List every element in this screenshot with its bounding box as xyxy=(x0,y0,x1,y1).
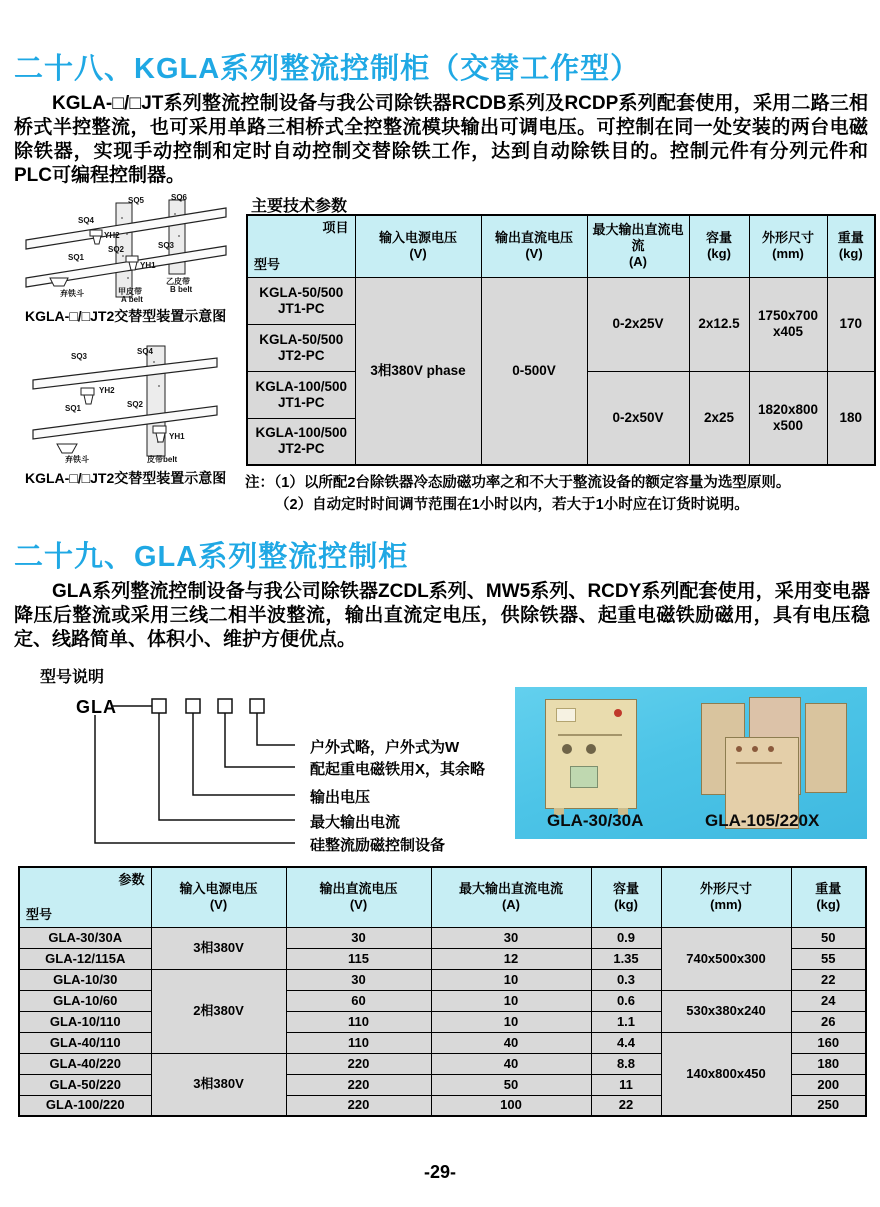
dimensions-cell: 740x500x300 xyxy=(661,927,791,990)
schematic-1-caption: KGLA-□/□JT2交替型装置示意图 xyxy=(25,308,227,324)
header-text: 容量 xyxy=(612,881,639,897)
dimensions-cell xyxy=(749,371,827,465)
sq5-label: SQ5 xyxy=(128,196,145,205)
model-cell: GLA-10/30 xyxy=(19,969,151,990)
yh2-label: YH2 xyxy=(104,231,120,240)
header-text: 重量 xyxy=(837,230,864,246)
max-current-cell: 0-2x25V xyxy=(587,277,689,371)
sq4-label: SQ4 xyxy=(78,216,95,225)
weight-cell: 160 xyxy=(791,1032,866,1053)
belt-label: 皮带 xyxy=(147,455,163,464)
capacity-cell: 8.8 xyxy=(591,1053,661,1074)
tech-params-title: 主要技术参数 xyxy=(251,198,348,215)
weight-cell: 26 xyxy=(791,1011,866,1032)
max-current-cell: 0-2x50V xyxy=(587,371,689,465)
kgla-jt2-schematic-2 xyxy=(25,342,225,464)
model-line1: KGLA-100/500 xyxy=(255,425,348,441)
dim-line1: 1820x800 xyxy=(757,401,819,417)
corner-top-label: 项目 xyxy=(322,220,349,235)
weight-cell: 200 xyxy=(791,1074,866,1095)
schematic-2-caption: KGLA-□/□JT2交替型装置示意图 xyxy=(25,470,227,486)
cabinet-detail xyxy=(736,762,782,764)
yh1-label: YH1 xyxy=(140,261,156,270)
table-row xyxy=(247,277,875,324)
header-unit: (kg) xyxy=(614,897,638,913)
capacity-cell: 22 xyxy=(591,1095,661,1116)
input-voltage-cell: 3相380V phase xyxy=(355,277,481,465)
dimensions-cell: 530x380x240 xyxy=(661,990,791,1032)
output-voltage-cell: 220 xyxy=(286,1074,431,1095)
col-header-weight xyxy=(827,215,875,277)
header-unit: (V) xyxy=(209,897,228,913)
yh1-label: YH1 xyxy=(169,432,185,441)
header-unit: (mm) xyxy=(710,897,742,913)
sq4-label: SQ4 xyxy=(137,347,154,356)
yh2-label: YH2 xyxy=(99,386,115,395)
capacity-cell: 11 xyxy=(591,1074,661,1095)
cabinet-photo-gla-30 xyxy=(545,699,637,809)
dim-line1: 1750x700 xyxy=(757,308,819,323)
header-text: 容量 xyxy=(705,230,732,246)
weight-cell: 180 xyxy=(791,1053,866,1074)
cabinet-meter xyxy=(570,766,598,788)
model-cell xyxy=(247,418,355,465)
col-header-dimensions xyxy=(749,215,827,277)
dimensions-cell xyxy=(749,277,827,371)
model-digit-meaning-current: 最大输出电流 xyxy=(310,814,401,831)
header-text: 外形尺寸 xyxy=(761,230,814,246)
col-header-input-voltage xyxy=(355,215,481,277)
kgla-jt2-schematic-1 xyxy=(20,193,232,304)
model-digit-meaning-magnet: 配起重电磁铁用X，其余略 xyxy=(310,761,486,778)
table-row xyxy=(19,1032,866,1053)
header-unit: (mm) xyxy=(772,246,804,262)
header-unit: (kg) xyxy=(816,897,841,913)
model-line1: KGLA-100/500 xyxy=(255,378,348,394)
cabinet-knob xyxy=(736,746,742,752)
model-cell xyxy=(247,371,355,418)
col-header-max-current xyxy=(431,867,591,927)
model-cell: GLA-50/220 xyxy=(19,1074,151,1095)
input-voltage-cell: 2相380V xyxy=(151,969,286,1053)
max-current-cell: 40 xyxy=(431,1032,591,1053)
model-prefix-meaning: 硅整流励磁控制设备 xyxy=(310,837,446,854)
weight-cell: 24 xyxy=(791,990,866,1011)
sq2-label: SQ2 xyxy=(127,400,144,409)
model-cell: GLA-100/220 xyxy=(19,1095,151,1116)
cabinet-knob xyxy=(768,746,774,752)
model-line1: KGLA-50/500 xyxy=(259,284,344,300)
header-text: 输出直流电压 xyxy=(319,881,398,897)
model-key-title: 型号说明 xyxy=(40,669,105,686)
belt-en-label: belt xyxy=(163,455,178,464)
corner-bottom-label: 型号 xyxy=(254,256,281,272)
page-number: -29- xyxy=(423,1162,456,1182)
output-voltage-cell: 110 xyxy=(286,1032,431,1053)
header-unit: (kg) xyxy=(838,246,863,262)
product-photo-panel xyxy=(515,687,867,839)
weight-cell: 170 xyxy=(827,277,875,371)
cabinet-photo-back-right xyxy=(805,703,847,793)
output-voltage-cell: 115 xyxy=(286,948,431,969)
header-text: 外形尺寸 xyxy=(699,881,752,897)
header-text: 最大输出直流电流 xyxy=(592,222,684,254)
note-line-1: 注：（1）以所配2台除铁器冷态励磁功率之和不大于整流设备的额定容量为选型原则。 xyxy=(245,475,791,491)
weight-cell: 180 xyxy=(827,371,875,465)
capacity-cell: 1.1 xyxy=(591,1011,661,1032)
model-line2: JT1-PC xyxy=(277,300,325,316)
dim-line2: x405 xyxy=(772,324,804,339)
output-voltage-cell: 30 xyxy=(286,969,431,990)
output-voltage-cell: 0-500V xyxy=(481,277,587,465)
model-digit-meaning-voltage: 输出电压 xyxy=(310,789,371,806)
model-cell xyxy=(247,277,355,324)
capacity-cell: 0.9 xyxy=(591,927,661,948)
max-current-cell: 100 xyxy=(431,1095,591,1116)
header-unit: (A) xyxy=(501,897,521,913)
header-unit: (A) xyxy=(628,254,648,270)
header-unit: (V) xyxy=(349,897,368,913)
input-voltage-cell: 3相380V xyxy=(151,927,286,969)
model-cell: GLA-12/115A xyxy=(19,948,151,969)
model-digit-meaning-outdoor: 户外式略，户外式为W xyxy=(310,739,460,756)
note-line-2: （2）自动定时时间调节范围在1小时以内，若大于1小时应在订货时说明。 xyxy=(275,497,749,513)
model-line2: JT2-PC xyxy=(277,347,325,363)
col-header-output-voltage xyxy=(481,215,587,277)
belt-b-en-label: B belt xyxy=(170,285,193,294)
max-current-cell: 10 xyxy=(431,990,591,1011)
model-line1: KGLA-50/500 xyxy=(259,331,344,347)
model-cell: GLA-10/60 xyxy=(19,990,151,1011)
cabinet-knob xyxy=(586,744,596,754)
weight-cell: 50 xyxy=(791,927,866,948)
model-line2: JT2-PC xyxy=(277,441,325,457)
kgla-spec-table xyxy=(246,214,876,466)
capacity-cell: 4.4 xyxy=(591,1032,661,1053)
sq1-label: SQ1 xyxy=(68,253,85,262)
header-unit: (V) xyxy=(525,246,543,262)
header-text: 重量 xyxy=(815,881,842,897)
col-header-output-voltage xyxy=(286,867,431,927)
capacity-cell: 0.6 xyxy=(591,990,661,1011)
header-text: 最大输出直流电流 xyxy=(458,881,563,897)
weight-cell: 22 xyxy=(791,969,866,990)
cabinet-knob xyxy=(752,746,758,752)
weight-cell: 250 xyxy=(791,1095,866,1116)
section2-intro-paragraph: GLA系列整流控制设备与我公司除铁器ZCDL系列、MW5系列、RCDY系列配套使用，采用变电器降压后整流或采用三线二相半波整流，输出直流定电压，供除铁器、起重电磁铁励磁用，具有电压稳定、线路简单、体积小、维护方便优点。 xyxy=(14,581,870,650)
table-header-row xyxy=(247,215,875,277)
section1-intro-paragraph: KGLA-□/□JT系列整流控制设备与我公司除铁器RCDB系列及RCDP系列配套使用，采用二路三相桥式半控整流，也可采用单路三相桥式全控整流模块输出可调电压。可控制在同一处安装的两台电磁除铁器，实现手动控制和定时自动控制交替除铁工作，达到自动除铁目的。控制元件有分列元件和PLC可编程控制器。 xyxy=(14,93,868,186)
header-unit: (V) xyxy=(409,246,427,262)
header-text: 输出直流电压 xyxy=(494,230,573,246)
model-line2: JT1-PC xyxy=(277,394,325,410)
output-voltage-cell: 30 xyxy=(286,927,431,948)
cabinet-label-patch xyxy=(556,708,576,722)
table-row xyxy=(19,927,866,948)
output-voltage-cell: 220 xyxy=(286,1053,431,1074)
capacity-cell: 0.3 xyxy=(591,969,661,990)
corner-top-label: 参数 xyxy=(118,872,145,887)
cabinet-indicator-light xyxy=(614,709,622,717)
photo-caption-gla-105: GLA-105/220X xyxy=(705,811,820,830)
belt-a-label: 甲皮带 xyxy=(118,287,142,296)
sq6-label: SQ6 xyxy=(171,193,188,202)
belt-a-en-label: A belt xyxy=(121,295,143,304)
max-current-cell: 30 xyxy=(431,927,591,948)
max-current-cell: 50 xyxy=(431,1074,591,1095)
model-cell xyxy=(247,324,355,371)
corner-header-cell xyxy=(19,867,151,927)
cabinet-detail xyxy=(558,734,622,736)
dimensions-cell: 140x800x450 xyxy=(661,1032,791,1116)
weight-cell: 55 xyxy=(791,948,866,969)
capacity-cell: 2x25 xyxy=(689,371,749,465)
photo-caption-gla-30: GLA-30/30A xyxy=(547,811,644,830)
model-cell: GLA-40/110 xyxy=(19,1032,151,1053)
output-voltage-cell: 60 xyxy=(286,990,431,1011)
sq3-label: SQ3 xyxy=(71,352,88,361)
col-header-capacity xyxy=(591,867,661,927)
corner-header-cell xyxy=(247,215,355,277)
header-text: 输入电源电压 xyxy=(179,881,258,897)
max-current-cell: 10 xyxy=(431,1011,591,1032)
header-text: 输入电源电压 xyxy=(378,230,457,246)
max-current-cell: 12 xyxy=(431,948,591,969)
model-prefix-label: GLA xyxy=(76,697,117,717)
hopper-label: 弃铁斗 xyxy=(65,455,89,464)
table-row xyxy=(19,990,866,1011)
belt-b-label: 乙皮带 xyxy=(166,277,190,286)
col-header-input-voltage xyxy=(151,867,286,927)
hopper-label: 弃铁斗 xyxy=(60,289,84,298)
cabinet-knob xyxy=(562,744,572,754)
output-voltage-cell: 220 xyxy=(286,1095,431,1116)
sq2-label: SQ2 xyxy=(108,245,125,254)
dim-line2: x500 xyxy=(772,417,804,433)
corner-bottom-label: 型号 xyxy=(26,906,53,922)
gla-spec-table xyxy=(18,866,867,1117)
model-cell: GLA-40/220 xyxy=(19,1053,151,1074)
sq3-label: SQ3 xyxy=(158,241,175,250)
col-header-capacity xyxy=(689,215,749,277)
capacity-cell: 1.35 xyxy=(591,948,661,969)
belt-schematic-drawing xyxy=(25,342,225,464)
model-cell: GLA-30/30A xyxy=(19,927,151,948)
section1-title: 二十八、KGLA系列整流控制柜（交替工作型） xyxy=(14,53,641,85)
col-header-max-current xyxy=(587,215,689,277)
max-current-cell: 40 xyxy=(431,1053,591,1074)
output-voltage-cell: 110 xyxy=(286,1011,431,1032)
input-voltage-cell: 3相380V xyxy=(151,1053,286,1116)
model-cell: GLA-10/110 xyxy=(19,1011,151,1032)
header-unit: (kg) xyxy=(707,246,731,262)
col-header-weight xyxy=(791,867,866,927)
sq1-label: SQ1 xyxy=(65,404,82,413)
col-header-dimensions xyxy=(661,867,791,927)
table-header-row xyxy=(19,867,866,927)
section2-title: 二十九、GLA系列整流控制柜 xyxy=(14,541,409,573)
max-current-cell: 10 xyxy=(431,969,591,990)
capacity-cell: 2x12.5 xyxy=(689,277,749,371)
